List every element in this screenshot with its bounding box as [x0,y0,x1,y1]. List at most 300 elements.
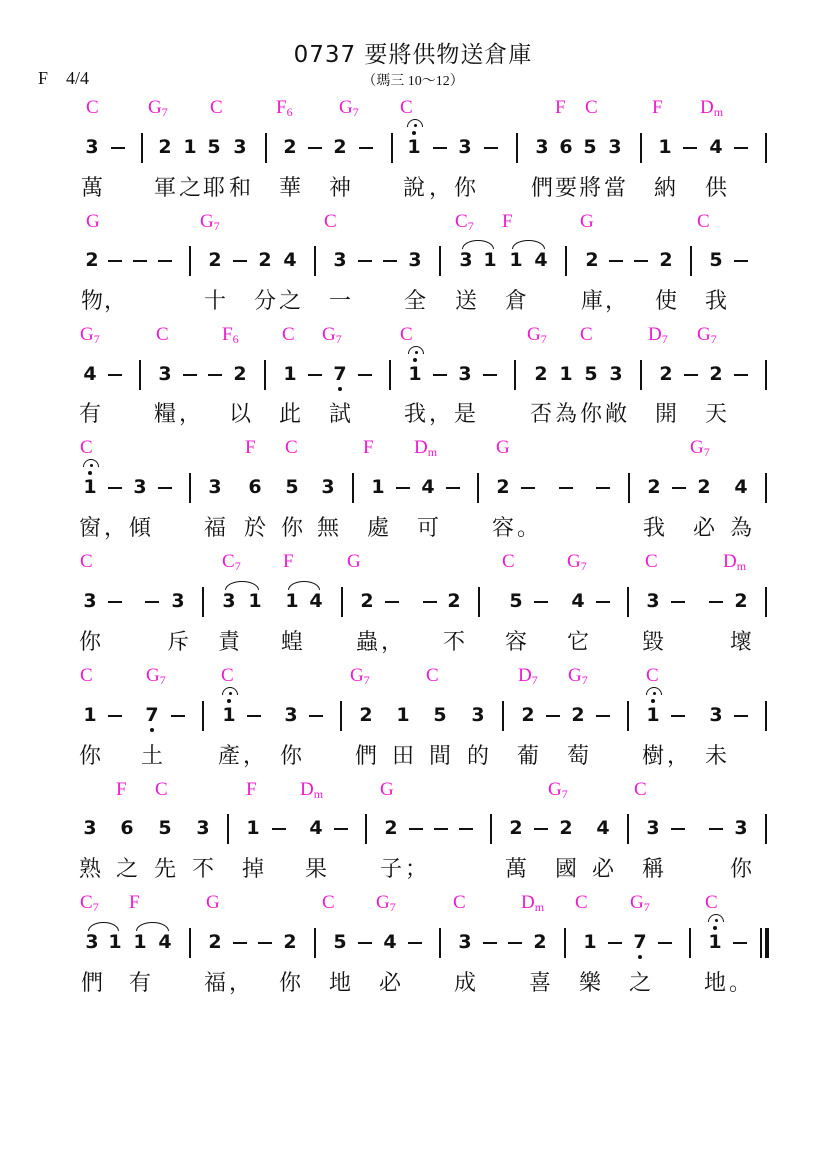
extension-dash [385,601,399,603]
extension-dash [459,828,473,830]
note: 1 [483,249,497,271]
extension-dash [596,487,610,489]
note: 5 [158,817,172,839]
chord-symbol: G [580,211,594,232]
note: 2 [496,476,510,498]
bar-line [627,701,629,731]
note: 2 [571,704,585,726]
note: 2 [559,817,573,839]
extension-dash [734,374,748,376]
note: 3 [458,363,472,385]
note: 4 [421,476,435,498]
note: 2 [384,817,398,839]
octave-down-dot [338,387,342,391]
chord-quality: 7 [159,673,166,687]
bar-line [340,701,342,731]
lyric-char: 神 [328,176,351,201]
chord-symbol: $C_7$ [222,551,241,573]
lyric-char: 萬 [504,857,527,882]
chord-symbol: $G_7$ [548,779,568,801]
chord-symbol: $D_m$ [300,779,324,801]
chord-symbol: $D_m$ [521,892,545,914]
chord-quality: 7 [661,332,668,346]
note: 1 [246,817,260,839]
lyric-char: 供 [704,176,727,201]
note: 3 [734,817,748,839]
extension-dash [446,487,460,489]
note: 2 [659,249,673,271]
fermata-icon [407,119,423,127]
extension-dash [684,374,698,376]
bar-line [439,246,441,276]
chord-symbol: C [453,892,466,913]
lyric-char: 們 [354,744,377,769]
lyric-char: 先 [153,857,176,882]
lyric-char: 天 [704,402,727,427]
note: 2 [647,476,661,498]
extension-dash [108,715,122,717]
extension-dash [534,828,548,830]
bar-line [640,360,642,390]
extension-dash [171,715,185,717]
bar-line [765,701,767,731]
chord-symbol: G [496,437,510,458]
bar-line [189,246,191,276]
lyric-char: ； [404,857,427,882]
lyric-char: 。 [516,516,539,541]
chord-quality: 7 [161,105,168,119]
note: 1 [509,249,523,271]
chord-symbol: F [652,97,663,118]
chord-symbol: C [285,437,298,458]
extension-dash [409,828,423,830]
bar-line [477,473,479,503]
chord-quality: 7 [363,673,370,687]
extension-dash [308,374,322,376]
lyric-char: 國 [554,857,577,882]
lyric-char: 子 [379,857,402,882]
extension-dash [133,260,147,262]
note: 3 [646,590,660,612]
chord-symbol: G [86,211,100,232]
extension-dash [559,487,573,489]
lyric-char: 容 [491,516,514,541]
note: 1 [133,931,147,953]
note: 2 [447,590,461,612]
lyric-char: 未 [704,744,727,769]
note: 2 [509,817,523,839]
bar-line [516,133,518,163]
chord-symbol: $F_6$ [222,324,239,346]
extension-dash [423,601,437,603]
chord-symbol: F [246,779,257,800]
tie-slur [288,581,320,590]
lyric-char: 無 [316,516,339,541]
bar-line [765,473,767,503]
extension-dash [672,487,686,489]
note: 4 [309,590,323,612]
lyric-char: 開 [654,402,677,427]
chord-symbol: G [380,779,394,800]
extension-dash [108,601,122,603]
note: 3 [535,136,549,158]
lyric-char: ， [103,289,126,314]
bar-line [314,246,316,276]
lyric-char: 容 [504,630,527,655]
lyric-char: 之 [178,176,201,201]
note: 3 [333,249,347,271]
extension-dash [521,487,535,489]
bar-line [478,587,480,617]
bar-line [627,587,629,617]
bar-line [391,133,393,163]
extension-dash [734,260,748,262]
note: 5 [207,136,221,158]
chord-symbol: $D_m$ [414,437,438,459]
lyric-char: 掉 [241,857,264,882]
extension-dash [534,601,548,603]
lyric-char: 蝗 [280,630,303,655]
note: 3 [85,136,99,158]
note: 1 [583,931,597,953]
extension-dash [334,828,348,830]
extension-dash [683,147,697,149]
extension-dash [396,487,410,489]
octave-up-dot [413,358,417,362]
lyric-char: 責 [217,630,240,655]
bar-line [627,814,629,844]
bar-line [514,360,516,390]
lyric-char: 是 [453,402,476,427]
note: 4 [534,249,548,271]
chord-symbol: $C_7$ [80,892,99,914]
note: 2 [283,931,297,953]
note: 2 [233,363,247,385]
lyric-char: ， [428,402,451,427]
lyric-char: 你 [453,176,476,201]
chord-quality: 7 [531,673,538,687]
lyric-char: 萬 [80,176,103,201]
chord-quality: 6 [232,332,239,346]
lyric-char: 你 [279,744,302,769]
bar-line [564,928,566,958]
chord-quality: m [534,900,545,914]
chord-symbol: G [206,892,220,913]
bar-line [139,360,141,390]
chord-symbol: $G_7$ [148,97,168,119]
bar-line [690,246,692,276]
note: 2 [258,249,272,271]
chord-quality: m [313,787,324,801]
note: 4 [709,136,723,158]
chord-symbol: C [155,779,168,800]
chord-symbol: C [221,665,234,686]
note: 2 [734,590,748,612]
lyric-char: 物 [80,289,103,314]
extension-dash [108,260,122,262]
time-signature: 4/4 [66,68,90,88]
note: 4 [158,931,172,953]
note: 3 [196,817,210,839]
lyric-char: 一 [328,289,351,314]
note: 1 [283,363,297,385]
note: 4 [383,931,397,953]
note: 4 [283,249,297,271]
lyric-char: 必 [591,857,614,882]
note: 3 [646,817,660,839]
lyric-char: 你 [280,516,303,541]
extension-dash [671,601,685,603]
lyric-char: 樹 [641,744,664,769]
note: 2 [359,704,373,726]
chord-symbol: $C_7$ [455,211,474,233]
key-signature [38,68,89,89]
extension-dash [158,487,172,489]
note: 2 [333,136,347,158]
chord-symbol: $G_7$ [376,892,396,914]
bar-line [628,473,630,503]
note: 4 [309,817,323,839]
note: 2 [158,136,172,158]
note: 1 [658,136,672,158]
extension-dash [358,260,372,262]
extension-dash [596,715,610,717]
lyric-char: 說 [402,176,425,201]
lyric-char: 的 [466,744,489,769]
chord-symbol: C [80,437,93,458]
note: 2 [533,931,547,953]
note: 3 [208,476,222,498]
chord-symbol: C [705,892,718,913]
lyric-char: 軍 [153,176,176,201]
lyric-char: 不 [191,857,214,882]
chord-symbol: C [80,551,93,572]
lyric-char: 全 [403,289,426,314]
chord-symbol: $G_7$ [200,211,220,233]
bar-line [760,928,762,958]
chord-symbol: C [400,324,413,345]
note: 6 [120,817,134,839]
chord-symbol: F [363,437,374,458]
chord-symbol: $G_7$ [567,551,587,573]
lyric-char: 地 [328,971,351,996]
extension-dash [158,260,172,262]
fermata-icon [83,459,99,467]
lyric-char: 華 [278,176,301,201]
tie-slur [512,240,545,249]
note: 1 [640,706,666,725]
extension-dash [433,147,447,149]
chord-quality: 7 [580,559,587,573]
chord-symbol: C [502,551,515,572]
lyric-char: 產 [217,744,240,769]
extension-dash [546,715,560,717]
extension-dash [108,487,122,489]
chord-symbol: F [283,551,294,572]
bar-line [189,473,191,503]
note: 3 [458,136,472,158]
chord-symbol: C [580,324,593,345]
bar-line [765,587,767,617]
lyric-char: ， [604,289,627,314]
lyric-char: 要 [554,176,577,201]
lyric-char: 我 [642,516,665,541]
lyric-char: 納 [653,176,676,201]
lyric-char: 分 [253,289,276,314]
note: 3 [408,249,422,271]
lyric-char: 十 [203,289,226,314]
extension-dash [233,260,247,262]
extension-dash [671,828,685,830]
note: 2 [208,931,222,953]
chord-symbol: C [156,324,169,345]
lyric-char: 當 [603,176,626,201]
extension-dash [483,374,497,376]
chord-quality: 7 [389,900,396,914]
chord-symbol: C [80,665,93,686]
extension-dash [658,942,672,944]
lyric-char: 福 [203,971,226,996]
lyric-char: 為 [554,402,577,427]
lyric-char: 它 [566,630,589,655]
lyric-char: 壞 [729,630,752,655]
lyric-char: 間 [428,744,451,769]
chord-symbol: F [129,892,140,913]
octave-down-dot [638,955,642,959]
chord-symbol: $G_7$ [339,97,359,119]
lyric-char: 之 [628,971,651,996]
note: 5 [285,476,299,498]
note: 1 [702,933,728,952]
note: 3 [85,931,99,953]
bar-line [765,814,767,844]
note: 3 [709,704,723,726]
bar-line [227,814,229,844]
lyric-char: 斥 [166,630,189,655]
bar-line [189,928,191,958]
chord-quality: 6 [286,105,293,119]
note: 1 [401,138,427,157]
note: 2 [709,363,723,385]
chord-symbol: C [322,892,335,913]
extension-dash [508,942,522,944]
extension-dash [359,147,373,149]
note: 4 [734,476,748,498]
octave-up-dot [88,471,92,475]
note: 3 [284,704,298,726]
lyric-char: 將 [578,176,601,201]
extension-dash [108,374,122,376]
lyric-char: 你 [729,857,752,882]
octave-up-dot [412,131,416,135]
chord-quality: 7 [540,332,547,346]
lyric-char: ， [242,744,265,769]
lyric-char: 有 [78,402,101,427]
lyric-char: 有 [128,971,151,996]
chord-symbol: C [282,324,295,345]
chord-symbol: C [646,665,659,686]
note: 3 [458,931,472,953]
extension-dash [272,828,286,830]
note: 1 [285,590,299,612]
extension-dash [709,828,723,830]
lyric-char: 喜 [528,971,551,996]
extension-dash [634,260,648,262]
octave-up-dot [227,699,231,703]
chord-symbol: $D_7$ [518,665,538,687]
note: 7 [627,933,653,952]
chord-quality: 7 [467,219,474,233]
chord-symbol: $G_7$ [568,665,588,687]
chord-quality: 7 [234,559,241,573]
extension-dash [183,374,197,376]
bar-line [689,928,691,958]
lyric-char: 。 [728,971,751,996]
chord-symbol: C [575,892,588,913]
chord-symbol: $G_7$ [697,324,717,346]
note: 1 [108,931,122,953]
tie-slur [136,922,169,931]
extension-dash [247,715,261,717]
fermata-icon [646,687,662,695]
lyric-char: 倉 [504,289,527,314]
note: 1 [371,476,385,498]
extension-dash [734,147,748,149]
lyric-char: 樂 [578,971,601,996]
lyric-char: 你 [78,630,101,655]
lyric-char: ， [178,402,201,427]
extension-dash [233,942,247,944]
chord-quality: 7 [92,900,99,914]
extension-dash [434,828,448,830]
lyric-char: 送 [454,289,477,314]
note: 3 [171,590,185,612]
note: 3 [222,590,236,612]
lyric-char: 處 [366,516,389,541]
extension-dash [671,715,685,717]
extension-dash [383,260,397,262]
lyric-char: 糧 [153,402,176,427]
bar-line [765,133,767,163]
lyric-char: 你 [78,744,101,769]
page-title: 0737 要將供物送倉庫 [293,42,533,68]
extension-dash [609,260,623,262]
note: 2 [585,249,599,271]
lyric-char: 們 [80,971,103,996]
extension-dash [734,715,748,717]
lyric-char: 果 [304,857,327,882]
octave-down-dot [150,728,154,732]
bar-line [141,133,143,163]
lyric-char: 傾 [128,516,151,541]
tie-slur [88,922,119,931]
note: 4 [571,590,585,612]
extension-dash [733,942,747,944]
note: 1 [559,363,573,385]
lyric-char: 試 [328,402,351,427]
extension-dash [309,715,323,717]
lyric-char: 稱 [641,857,664,882]
extension-dash [608,942,622,944]
note: 3 [608,136,622,158]
note: 5 [433,704,447,726]
note: 3 [83,817,97,839]
chord-symbol: C [697,211,710,232]
extension-dash [358,374,372,376]
note: 6 [559,136,573,158]
chord-symbol: C [585,97,598,118]
lyric-char: ， [103,516,126,541]
